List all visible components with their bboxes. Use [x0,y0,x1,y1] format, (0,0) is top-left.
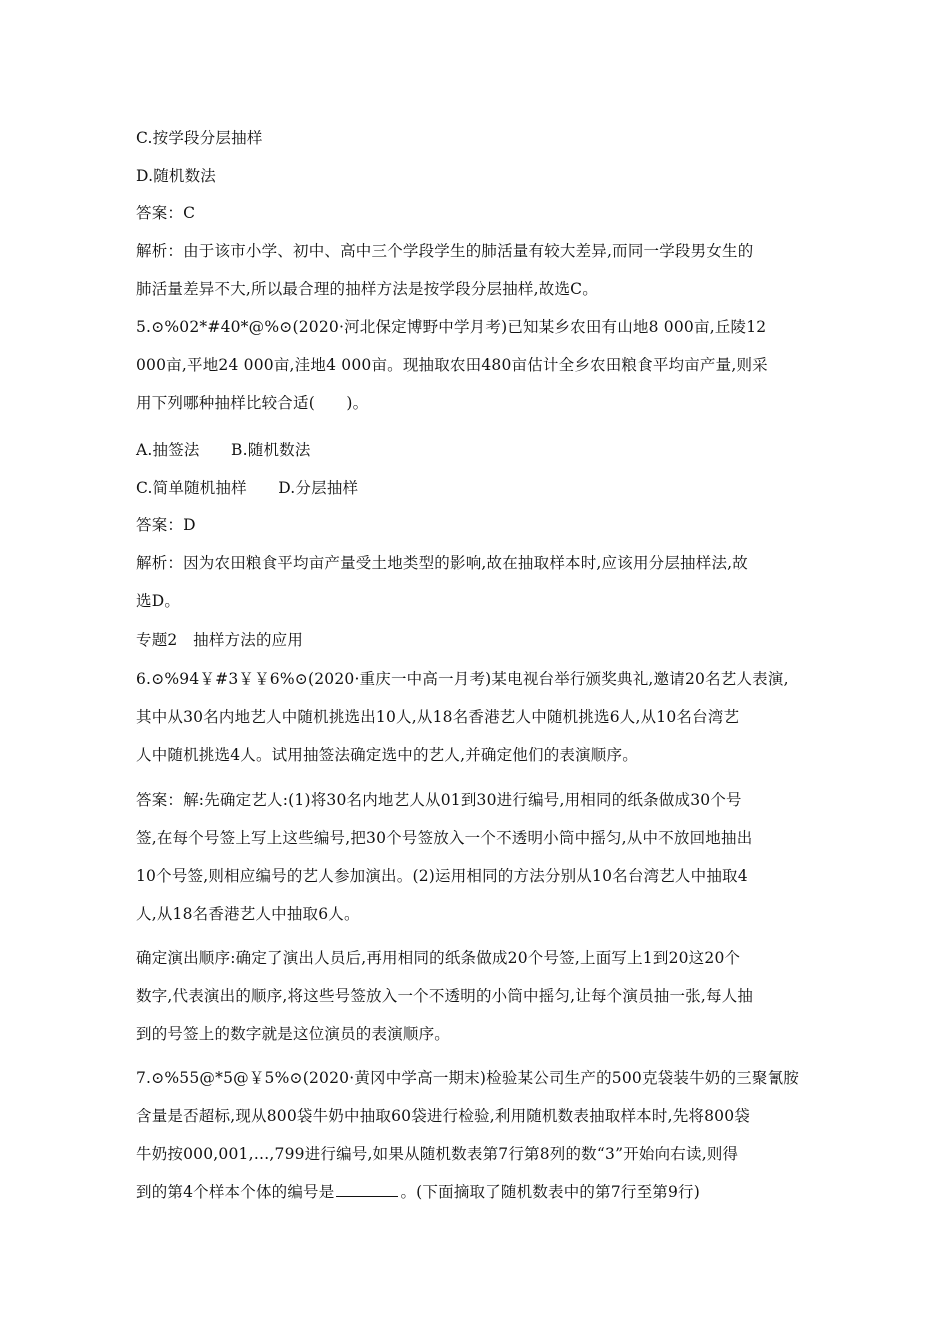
answer-line: 答案：C [136,204,196,222]
answer-line: 人,从18名香港艺人中抽取6人。 [136,905,360,923]
question-6-line: 其中从30名内地艺人中随机挑选出10人,从18名香港艺人中随机挑选6人,从10名台湾艺 [136,708,740,726]
question-7-text: 到的第4个样本个体的编号是 [136,1183,335,1201]
options-cd-line: C.简单随机抽样 D.分层抽样 [136,479,359,497]
question-7-line: 含量是否超标,现从800袋牛奶中抽取60袋进行检验,利用随机数表抽取样本时,先将800袋 [136,1107,750,1125]
option-c-line: C.按学段分层抽样 [136,129,263,147]
answer-line: 签,在每个号签上写上这些编号,把30个号签放入一个不透明小筒中摇匀,从中不放回地抽出 [136,829,753,847]
option-d-line: D.随机数法 [136,167,217,185]
question-7-line: 7.⊙%55@*5@￥5%⊙(2020·黄冈中学高一期末)检验某公司生产的500克袋装牛奶的三聚氰胺 [136,1069,799,1087]
question-7-line: 牛奶按000,001,…,799进行编号,如果从随机数表第7行第8列的数“3”开始向右读,则得 [136,1145,739,1163]
analysis-line: 解析：因为农田粮食平均亩产量受土地类型的影响,故在抽取样本时,应该用分层抽样法,故 [136,554,748,572]
question-7-line [136,1182,700,1202]
answer-blank [336,1182,398,1197]
answer-line: 确定演出顺序:确定了演出人员后,再用相同的纸条做成20个号签,上面写上1到20这20个 [136,949,741,967]
answer-line: 10个号签,则相应编号的艺人参加演出。(2)运用相同的方法分别从10名台湾艺人中抽取4 [136,867,748,885]
answer-line: 答案：解:先确定艺人:(1)将30名内地艺人从01到30进行编号,用相同的纸条做成30个号 [136,791,742,809]
answer-line: 答案：D [136,516,196,534]
analysis-line: 选D。 [136,592,181,610]
question-5-line: 5.⊙%02*#40*@%⊙(2020·河北保定博野中学月考)已知某乡农田有山地8 000亩,丘陵12 [136,318,767,336]
question-5-line: 000亩,平地24 000亩,洼地4 000亩。现抽取农田480亩估计全乡农田粮食平均亩产量,则采 [136,356,768,374]
question-6-line: 6.⊙%94￥#3￥￥6%⊙(2020·重庆一中高一月考)某电视台举行颁奖典礼,邀请20名艺人表演, [136,670,789,688]
question-6-line: 人中随机挑选4人。试用抽签法确定选中的艺人,并确定他们的表演顺序。 [136,746,638,764]
question-5-line: 用下列哪种抽样比较合适( )。 [136,394,369,412]
analysis-line: 肺活量差异不大,所以最合理的抽样方法是按学段分层抽样,故选C。 [136,280,598,298]
section-heading: 专题2 抽样方法的应用 [136,631,304,649]
answer-line: 数字,代表演出的顺序,将这些号签放入一个不透明的小筒中摇匀,让每个演员抽一张,每人抽 [136,987,754,1005]
analysis-line: 解析：由于该市小学、初中、高中三个学段学生的肺活量有较大差异,而同一学段男女生的 [136,242,754,260]
options-ab-line: A.抽签法 B.随机数法 [136,441,311,459]
question-7-text: 。(下面摘取了随机数表中的第7行至第9行) [400,1183,700,1201]
answer-line: 到的号签上的数字就是这位演员的表演顺序。 [136,1025,451,1043]
